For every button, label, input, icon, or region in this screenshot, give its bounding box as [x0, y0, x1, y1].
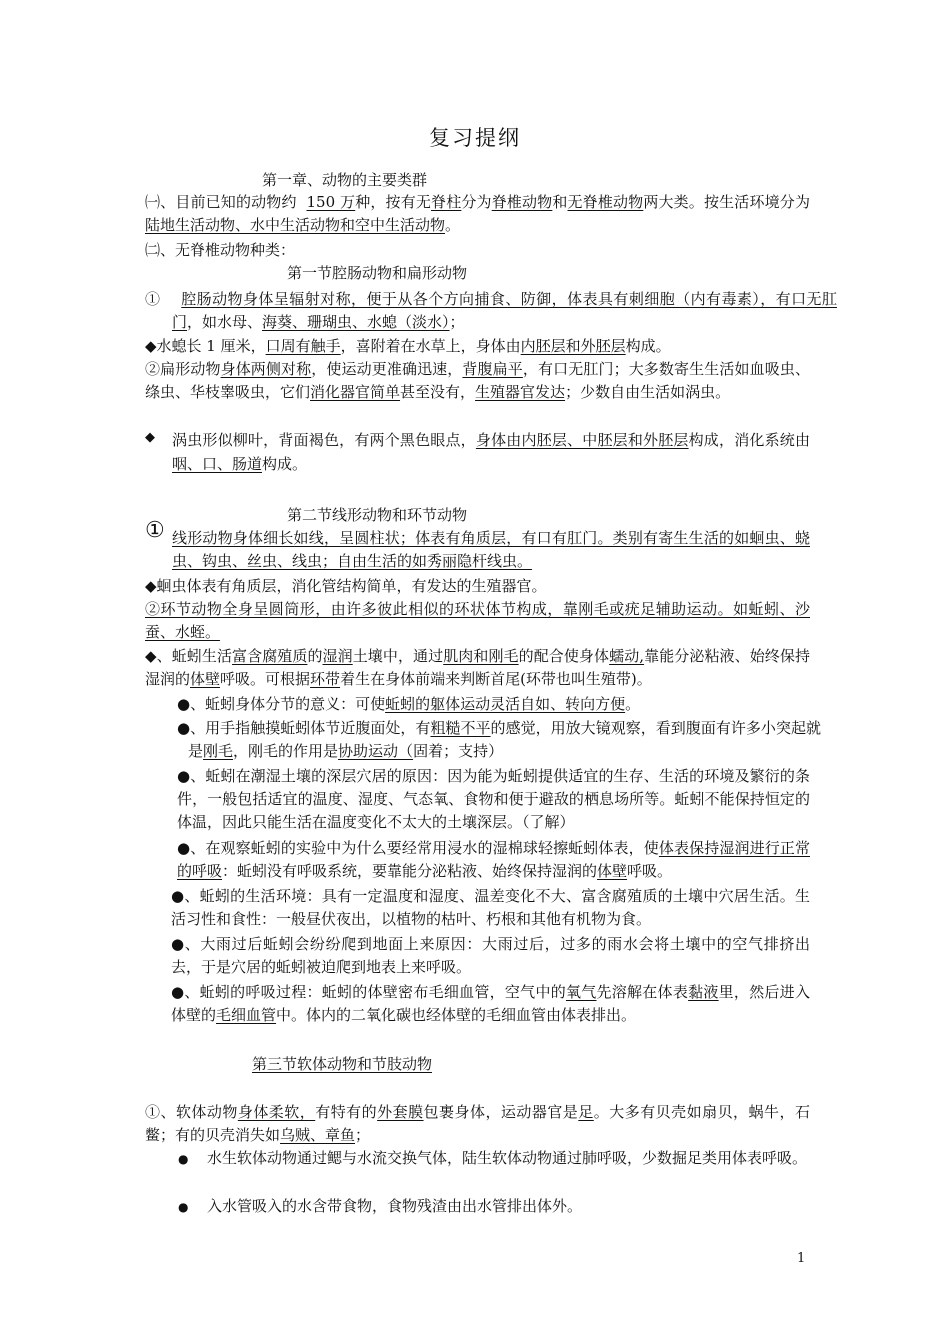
paragraph-roundworms: 线形动物身体细长如线，呈圆柱状；体表有角质层，有口有肛门。类别有寄生生活的如蛔虫、蛲虫、钩虫、丝虫、线虫；自由生活的如秀丽隐杆线虫。: [172, 529, 810, 570]
chapter-heading: 第一章、动物的主要类群: [262, 171, 428, 189]
bullet-diamond-icon: ◆: [145, 430, 155, 445]
section-heading-3: 第三节软体动物和节肢动物: [252, 1055, 433, 1073]
paragraph-ascaris: ◆蛔虫体表有角质层，消化管结构简单，有发达的生殖器官。: [145, 577, 547, 595]
paragraph-moist-cotton: ●、在观察蚯蚓的实验中为什么要经常用浸水的湿棉球轻擦蚯蚓体表，使体表保持湿润进行正常的呼吸：蚯蚓没有呼吸系统，要靠能分泌粘液、始终保持湿润的体壁呼吸。: [177, 839, 810, 880]
circled-number-one: ①: [145, 518, 165, 543]
paragraph-invertebrate-types: ㈡、无脊椎动物种类：: [145, 241, 296, 259]
paragraph-annelids: ②环节动物全身呈圆筒形，由许多彼此相似的环状体节构成，靠刚毛或疣足辅助运动。如蚯蚓、沙蚕、水蛭。: [145, 600, 810, 641]
bullet-item-respiration: 水生软体动物通过鳃与水流交换气体，陆生软体动物通过肺呼吸，少数掘足类用体表呼吸。: [207, 1149, 808, 1167]
bullet-dot-icon: ●: [178, 1200, 189, 1214]
paragraph-coelenterates: ① 腔肠动物身体呈辐射对称，便于从各个方向捕食、防御，体表具有刺细胞（内有毒素），有口无肛门，如水母、海葵、珊瑚虫、水螅（淡水）；: [145, 290, 837, 331]
paragraph-segmentation: ●、蚯蚓身体分节的意义：可使蚯蚓的躯体运动灵活自如、转向方便。: [177, 695, 641, 713]
paragraph-planarian: 涡虫形似柳叶，背面褐色，有两个黑色眼点，身体由内胚层、中胚层和外胚层构成，消化系统由咽、口、肠道构成。: [172, 431, 810, 473]
section-heading-1: 第一节腔肠动物和扁形动物: [287, 264, 468, 282]
paragraph-mollusks: ①、软体动物身体柔软，有特有的外套膜包裹身体，运动器官是足。大多有贝壳如扇贝，蜗牛，石鳖；有的贝壳消失如乌贼、章鱼；: [145, 1103, 810, 1144]
paragraph-animal-count: ㈠、目前已知的动物约 150 万种，按有无脊柱分为脊椎动物和无脊椎动物两大类。按生活环境分为陆地生活动物、水中生活动物和空中生活动物。: [145, 193, 810, 234]
page-title: 复习提纲: [429, 126, 521, 150]
paragraph-living-environment: ●、蚯蚓的生活环境：具有一定温度和湿度、温差变化不大、富含腐殖质的土壤中穴居生活。生活习性和食性：一般昼伏夜出，以植物的枯叶、朽根和其他有机物为食。: [171, 887, 810, 928]
section-heading-2: 第二节线形动物和环节动物: [287, 506, 468, 524]
paragraph-hydra: ◆水螅长 1 厘米，口周有触手，喜附着在水草上，身体由内胚层和外胚层构成。: [145, 337, 671, 355]
page-number: 1: [797, 1251, 806, 1266]
paragraph-setae: ●、用手指触摸蚯蚓体节近腹面处，有粗糙不平的感觉，用放大镜观察，看到腹面有许多小突起就是刚毛，刚毛的作用是协助运动（固着；支持）: [177, 719, 821, 760]
paragraph-deep-soil: ●、蚯蚓在潮湿土壤的深层穴居的原因：因为能为蚯蚓提供适宜的生存、生活的环境及繁衍的条件，一般包括适宜的温度、湿度、气态氧、食物和便于避敌的栖息场所等。蚯蚓不能保持恒定的体温，因此只能生活在温度变化不太大的土壤深层。（了解）: [177, 767, 810, 831]
paragraph-after-rain: ●、大雨过后蚯蚓会纷纷爬到地面上来原因：大雨过后，过多的雨水会将土壤中的空气排挤出去，于是穴居的蚯蚓被迫爬到地表上来呼吸。: [171, 935, 810, 976]
bullet-item-siphon: 入水管吸入的水含带食物，食物残渣由出水管排出体外。: [207, 1197, 583, 1215]
bullet-dot-icon: ●: [178, 1152, 189, 1166]
paragraph-earthworm-habitat: ◆、蚯蚓生活富含腐殖质的湿润土壤中，通过肌肉和刚毛的配合使身体蠕动,靠能分泌粘液、始终保持湿润的体壁呼吸。可根据环带着生在身体前端来判断首尾(环带也叫生殖带)。: [145, 647, 810, 688]
paragraph-flatworms: ②扁形动物身体两侧对称，使运动更准确迅速，背腹扁平，有口无肛门；大多数寄生生活如血吸虫、绦虫、华枝睾吸虫，它们消化器官简单甚至没有，生殖器官发达；少数自由生活如涡虫。: [145, 360, 810, 401]
paragraph-respiration: ●、蚯蚓的呼吸过程：蚯蚓的体壁密布毛细血管，空气中的氧气先溶解在体表黏液里，然后进入体壁的毛细血管中。体内的二氧化碳也经体壁的毛细血管由体表排出。: [171, 983, 810, 1024]
